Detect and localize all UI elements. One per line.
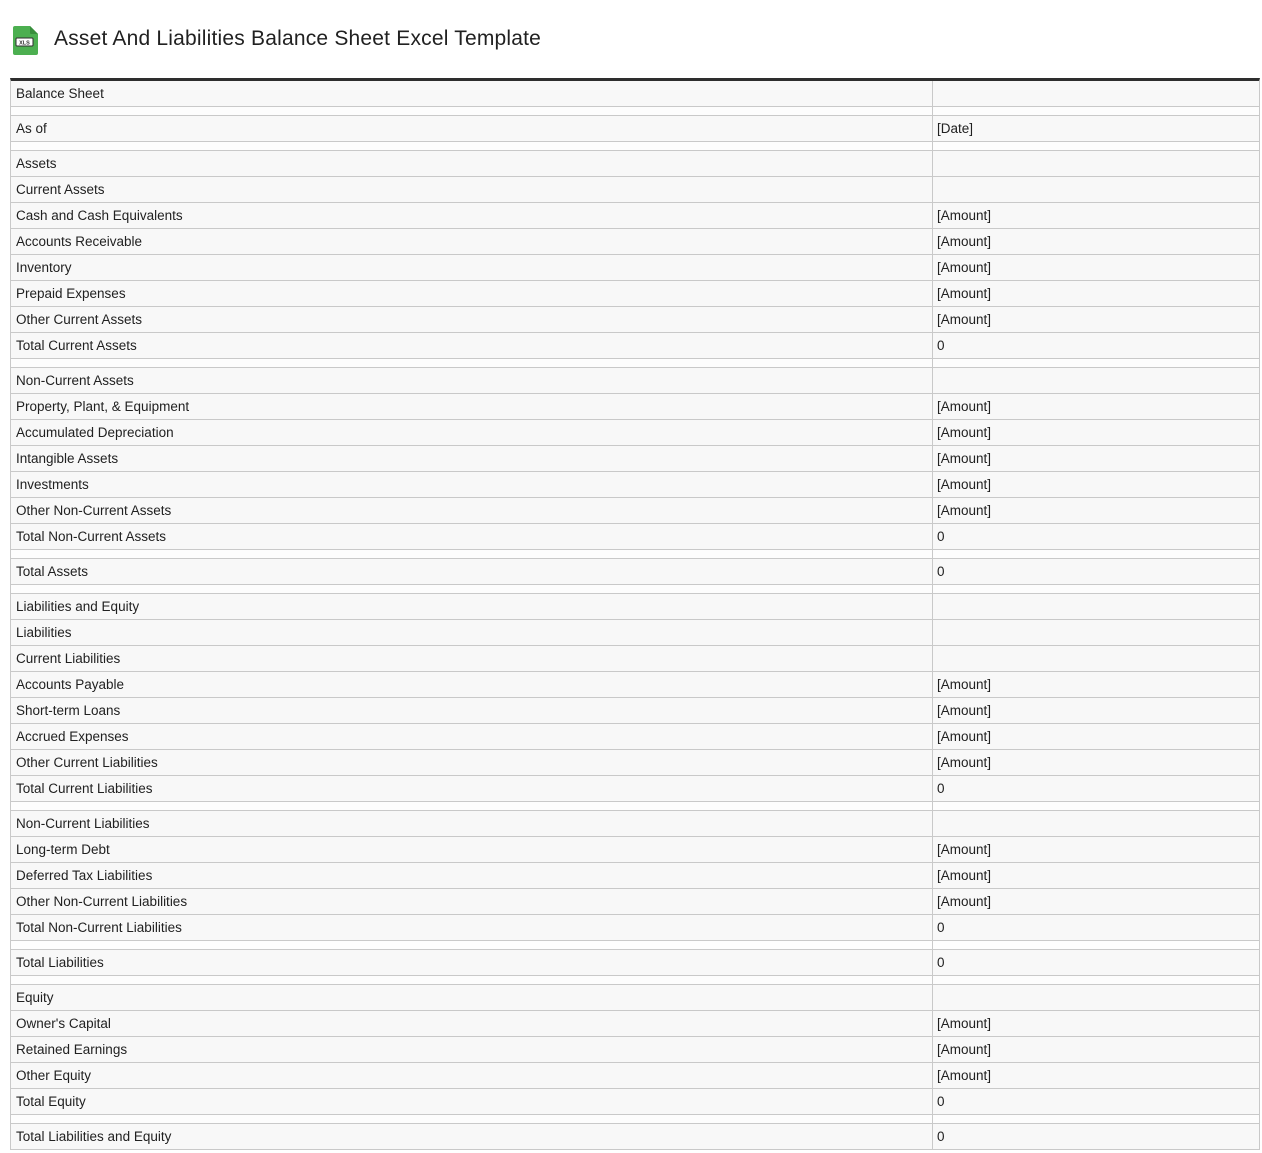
label-cell — [11, 1115, 933, 1123]
table-row — [11, 524, 1259, 550]
label-cell — [11, 585, 933, 593]
spacer-row — [11, 802, 1259, 811]
table-row — [11, 724, 1259, 750]
value-cell — [933, 802, 1259, 810]
table-row — [11, 915, 1259, 941]
value-cell: [Amount] — [937, 755, 992, 770]
table-row — [11, 811, 1259, 837]
label-cell: Total Liabilities and Equity — [11, 1124, 933, 1149]
value-cell — [933, 941, 1259, 949]
label-cell: Other Equity — [11, 1063, 933, 1088]
label-cell: Deferred Tax Liabilities — [11, 863, 933, 888]
value-cell — [933, 107, 1259, 115]
label-cell — [11, 550, 933, 558]
table-row — [11, 472, 1259, 498]
table-row — [11, 750, 1259, 776]
label-cell: Long-term Debt — [11, 837, 933, 862]
label-cell: Property, Plant, & Equipment — [11, 394, 933, 419]
label-cell: Investments — [11, 472, 933, 497]
label-cell — [11, 107, 933, 115]
table-row — [11, 333, 1259, 359]
spacer-row — [11, 976, 1259, 985]
value-cell — [933, 646, 1259, 671]
label-cell: Liabilities and Equity — [11, 594, 933, 619]
value-cell — [933, 976, 1259, 984]
value-cell: [Date] — [937, 121, 974, 136]
spacer-row — [11, 142, 1259, 151]
spacer-row — [11, 359, 1259, 368]
value-cell: [Amount] — [937, 1042, 992, 1057]
value-cell — [933, 177, 1259, 202]
value-cell: [Amount] — [937, 1068, 992, 1083]
value-cell — [933, 594, 1259, 619]
balance-sheet-table — [10, 78, 1260, 1150]
label-cell: Other Current Assets — [11, 307, 933, 332]
table-row — [11, 116, 1259, 142]
value-cell — [933, 368, 1259, 393]
label-cell: Inventory — [11, 255, 933, 280]
label-cell — [11, 941, 933, 949]
label-cell — [11, 142, 933, 150]
value-cell: [Amount] — [937, 312, 992, 327]
value-cell: 0 — [937, 920, 945, 935]
label-cell: Equity — [11, 985, 933, 1010]
table-row — [11, 1037, 1259, 1063]
value-cell — [933, 359, 1259, 367]
label-cell: Liabilities — [11, 620, 933, 645]
label-cell: Owner's Capital — [11, 1011, 933, 1036]
value-cell: [Amount] — [937, 399, 992, 414]
value-cell: [Amount] — [937, 703, 992, 718]
svg-text:XLS: XLS — [19, 39, 30, 46]
value-cell — [933, 585, 1259, 593]
page-title: Asset And Liabilities Balance Sheet Excel Template — [54, 27, 542, 50]
label-cell: Accumulated Depreciation — [11, 420, 933, 445]
table-row — [11, 420, 1259, 446]
table-row — [11, 646, 1259, 672]
table-row — [11, 446, 1259, 472]
value-cell: [Amount] — [937, 260, 992, 275]
value-cell: [Amount] — [937, 425, 992, 440]
label-cell: Non-Current Liabilities — [11, 811, 933, 836]
label-cell — [11, 359, 933, 367]
value-cell: [Amount] — [937, 677, 992, 692]
table-row — [11, 837, 1259, 863]
label-cell: Other Non-Current Liabilities — [11, 889, 933, 914]
value-cell: [Amount] — [937, 286, 992, 301]
label-cell: Other Current Liabilities — [11, 750, 933, 775]
table-row — [11, 394, 1259, 420]
value-cell — [933, 985, 1259, 1010]
label-cell: Accounts Payable — [11, 672, 933, 697]
value-cell: [Amount] — [937, 729, 992, 744]
value-cell — [933, 550, 1259, 558]
value-cell — [933, 811, 1259, 836]
label-cell: Current Liabilities — [11, 646, 933, 671]
table-row — [11, 672, 1259, 698]
value-cell — [933, 1115, 1259, 1123]
table-row — [11, 81, 1259, 107]
xls-file-icon — [12, 25, 39, 56]
spacer-row — [11, 941, 1259, 950]
label-cell: Balance Sheet — [11, 81, 933, 106]
spacer-row — [11, 107, 1259, 116]
table-row — [11, 203, 1259, 229]
table-row — [11, 307, 1259, 333]
label-cell — [11, 802, 933, 810]
value-cell: 0 — [937, 1094, 945, 1109]
table-row — [11, 559, 1259, 585]
value-cell: [Amount] — [937, 868, 992, 883]
spacer-row — [11, 585, 1259, 594]
label-cell: Current Assets — [11, 177, 933, 202]
table-row — [11, 776, 1259, 802]
table-row — [11, 281, 1259, 307]
table-row — [11, 620, 1259, 646]
label-cell: Cash and Cash Equivalents — [11, 203, 933, 228]
label-cell: Total Non-Current Liabilities — [11, 915, 933, 940]
value-cell: [Amount] — [937, 477, 992, 492]
label-cell: Short-term Loans — [11, 698, 933, 723]
value-cell: 0 — [937, 1129, 945, 1144]
label-cell: Assets — [11, 151, 933, 176]
label-cell: Total Equity — [11, 1089, 933, 1114]
table-row — [11, 985, 1259, 1011]
label-cell: Accounts Receivable — [11, 229, 933, 254]
table-row — [11, 1089, 1259, 1115]
table-row — [11, 229, 1259, 255]
label-cell: Non-Current Assets — [11, 368, 933, 393]
label-cell: Total Assets — [11, 559, 933, 584]
table-row — [11, 177, 1259, 203]
label-cell: Total Non-Current Assets — [11, 524, 933, 549]
value-cell — [933, 151, 1259, 176]
table-row — [11, 698, 1259, 724]
table-row — [11, 498, 1259, 524]
value-cell: 0 — [937, 781, 945, 796]
table-row — [11, 594, 1259, 620]
table-row — [11, 255, 1259, 281]
label-cell: Retained Earnings — [11, 1037, 933, 1062]
label-cell: Intangible Assets — [11, 446, 933, 471]
value-cell: 0 — [937, 564, 945, 579]
value-cell — [933, 142, 1259, 150]
value-cell: [Amount] — [937, 894, 992, 909]
value-cell: [Amount] — [937, 1016, 992, 1031]
table-row — [11, 950, 1259, 976]
value-cell: 0 — [937, 338, 945, 353]
value-cell: [Amount] — [937, 842, 992, 857]
value-cell: 0 — [937, 529, 945, 544]
table-row — [11, 1063, 1259, 1089]
spacer-row — [11, 550, 1259, 559]
page-header — [0, 0, 1262, 78]
value-cell — [933, 81, 1259, 106]
value-cell: [Amount] — [937, 503, 992, 518]
spacer-row — [11, 1115, 1259, 1124]
table-row — [11, 863, 1259, 889]
table-row — [11, 1124, 1259, 1150]
value-cell: [Amount] — [937, 234, 992, 249]
label-cell: Total Current Assets — [11, 333, 933, 358]
label-cell: Prepaid Expenses — [11, 281, 933, 306]
value-cell: 0 — [937, 955, 945, 970]
table-row — [11, 1011, 1259, 1037]
value-cell: [Amount] — [937, 451, 992, 466]
label-cell: Total Liabilities — [11, 950, 933, 975]
label-cell — [11, 976, 933, 984]
table-row — [11, 368, 1259, 394]
label-cell: Total Current Liabilities — [11, 776, 933, 801]
value-cell: [Amount] — [937, 208, 992, 223]
table-row — [11, 889, 1259, 915]
label-cell: Accrued Expenses — [11, 724, 933, 749]
table-row — [11, 151, 1259, 177]
label-cell: Other Non-Current Assets — [11, 498, 933, 523]
value-cell — [933, 620, 1259, 645]
label-cell: As of — [11, 116, 933, 141]
